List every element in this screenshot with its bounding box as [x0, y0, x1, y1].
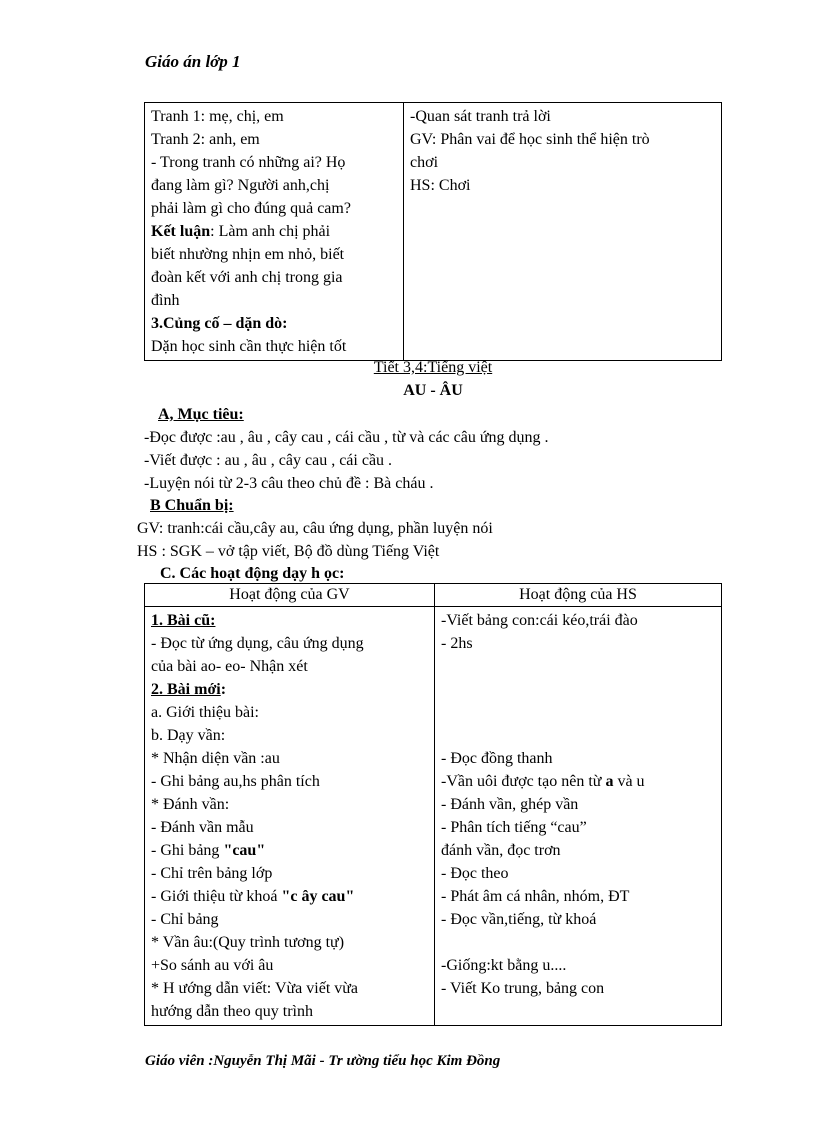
lesson-period: Tiết 3,4:Tiếng việt [373, 359, 493, 376]
text-run: -Vần uôi được tạo nên từ [441, 773, 606, 790]
text-line [151, 931, 428, 954]
student-activity-cell [404, 103, 722, 361]
text-run: a [605, 773, 614, 790]
text-run: GV: Phân vai để học sinh thể hiện trò [410, 131, 650, 148]
objectives-heading: A, Mục tiêu: [158, 406, 244, 423]
text-run: - Đánh vần, ghép vần [441, 796, 579, 813]
text-line [441, 908, 715, 931]
text-run: đang làm gì? Người anh,chị [151, 177, 330, 194]
text-line [441, 1000, 715, 1023]
page-header: Giáo án lớp 1 [145, 52, 241, 71]
text-line [410, 128, 715, 151]
text-line [441, 954, 715, 977]
text-line [151, 105, 397, 128]
activities-table [144, 583, 722, 1026]
text-run: 3.Củng cố – dặn dò: [151, 315, 288, 332]
text-line [441, 678, 715, 701]
text-run: - Đọc đồng thanh [441, 750, 553, 767]
objective-item: -Viết được : au , âu , cây cau , cái cầu . [144, 452, 393, 469]
activities-heading: C. Các hoạt động dạy h ọc: [160, 565, 345, 582]
text-line [151, 885, 428, 908]
text-run: * Nhận diện vần :au [151, 750, 280, 767]
preparation-item: HS : SGK – vở tập viết, Bộ đồ dùng Tiếng Việt [137, 543, 440, 560]
text-line [441, 632, 715, 655]
text-line [410, 105, 715, 128]
text-line [441, 862, 715, 885]
text-line [151, 174, 397, 197]
text-run: "cau" [223, 842, 266, 859]
column-header-hs: Hoạt động của HS [435, 584, 722, 607]
text-line [151, 335, 397, 358]
text-run: b. Dạy vần: [151, 727, 226, 744]
text-run: - Phát âm cá nhân, nhóm, ĐT [441, 888, 630, 905]
text-run: : [220, 681, 227, 698]
text-run: - Ghi bảng [151, 842, 224, 859]
text-run: - Chỉ trên bảng lớp [151, 865, 273, 882]
text-run: - Viết Ko trung, bảng con [441, 980, 605, 997]
text-line [151, 128, 397, 151]
text-run: - Trong tranh có những ai? Họ [151, 154, 346, 171]
text-line [151, 632, 428, 655]
text-run: +So sánh au với âu [151, 957, 274, 974]
text-line [151, 197, 397, 220]
preparation-item: GV: tranh:cái cầu,cây au, câu ứng dụng, phần luyện nói [137, 520, 493, 537]
text-run: Tranh 1: mẹ, chị, em [151, 108, 284, 125]
lesson-title: AU - ÂU [403, 382, 463, 399]
student-activity-cell [435, 607, 722, 1026]
text-run: "c ây cau" [281, 888, 355, 905]
text-run: - Đọc vần,tiếng, từ khoá [441, 911, 597, 928]
text-run: 2. Bài mới [151, 681, 221, 698]
text-line [151, 220, 397, 243]
text-line [441, 816, 715, 839]
text-line [151, 609, 428, 632]
objective-item: -Đọc được :au , âu , cây cau , cái cầu , từ và các câu ứng dụng . [144, 429, 549, 446]
text-run: : Làm anh chị phải [210, 223, 331, 240]
text-line [151, 977, 428, 1000]
text-line [441, 931, 715, 954]
text-line [151, 1000, 428, 1023]
text-line [151, 793, 428, 816]
text-line [151, 243, 397, 266]
text-run: -Viết bảng con:cái kéo,trái đào [441, 612, 638, 629]
text-line [441, 793, 715, 816]
teacher-activity-cell [145, 103, 404, 361]
text-line [441, 747, 715, 770]
text-line [151, 724, 428, 747]
text-run: Tranh 2: anh, em [151, 131, 260, 148]
table-header-row [145, 584, 722, 607]
text-run: * Vần âu:(Quy trình tương tự) [151, 934, 345, 951]
text-line [441, 701, 715, 724]
text-run: - Đọc theo [441, 865, 509, 882]
text-run: đình [151, 292, 180, 309]
text-run: - Đọc từ ứng dụng, câu ứng dụng [151, 635, 364, 652]
text-run: và u [613, 773, 645, 790]
text-run: - Ghi bảng au,hs phân tích [151, 773, 320, 790]
text-line [151, 770, 428, 793]
table-row [145, 607, 722, 1026]
text-line [151, 266, 397, 289]
text-line [151, 312, 397, 335]
text-run: - 2hs [441, 635, 473, 652]
text-run: chơi [410, 154, 439, 171]
text-line [151, 816, 428, 839]
text-run: - Phân tích tiếng “cau” [441, 819, 587, 836]
column-header-gv: Hoạt động của GV [145, 584, 435, 607]
text-run: đoàn kết với anh chị trong gia [151, 269, 343, 286]
text-run: HS: Chơi [410, 177, 471, 194]
text-run: Dặn học sinh cần thực hiện tốt [151, 338, 347, 355]
text-line [151, 151, 397, 174]
text-line [441, 839, 715, 862]
text-line [410, 151, 715, 174]
text-line [151, 747, 428, 770]
objective-item: -Luyện nói từ 2-3 câu theo chủ đề : Bà cháu . [144, 475, 434, 492]
text-line [441, 655, 715, 678]
text-line [441, 724, 715, 747]
text-run: đánh vần, đọc trơn [441, 842, 561, 859]
text-line [410, 174, 715, 197]
text-line [151, 289, 397, 312]
preparation-heading: B Chuẩn bị: [150, 497, 234, 514]
text-line [151, 908, 428, 931]
text-run: * Đánh vần: [151, 796, 230, 813]
text-line [151, 655, 428, 678]
page-footer: Giáo viên :Nguyễn Thị Mãi - Tr ường tiểu học Kim Đồng [145, 1053, 501, 1069]
text-line [151, 954, 428, 977]
text-line [441, 885, 715, 908]
text-line [441, 977, 715, 1000]
text-run: -Quan sát tranh trả lời [410, 108, 551, 125]
text-run: - Chỉ bảng [151, 911, 219, 928]
text-line [151, 678, 428, 701]
text-run: hướng dẫn theo quy trình [151, 1003, 313, 1020]
activity-table-continued [144, 102, 722, 361]
text-line [441, 770, 715, 793]
text-run: Kết luận [151, 223, 211, 240]
text-line [151, 862, 428, 885]
text-run: - Đánh vần mẫu [151, 819, 254, 836]
text-run: của bài ao- eo- Nhận xét [151, 658, 308, 675]
text-run: a. Giới thiệu bài: [151, 704, 259, 721]
text-line [151, 839, 428, 862]
text-run: 1. Bài cũ: [151, 612, 216, 629]
text-run: - Giới thiệu từ khoá [151, 888, 282, 905]
text-run: biết nhường nhịn em nhỏ, biết [151, 246, 345, 263]
text-run: -Giống:kt bằng u.... [441, 957, 567, 974]
table-row [145, 103, 722, 361]
text-line [151, 701, 428, 724]
text-line [441, 609, 715, 632]
text-run: * H ướng dẫn viết: Vừa viết vừa [151, 980, 359, 997]
text-run: phải làm gì cho đúng quả cam? [151, 200, 351, 217]
teacher-activity-cell [145, 607, 435, 1026]
